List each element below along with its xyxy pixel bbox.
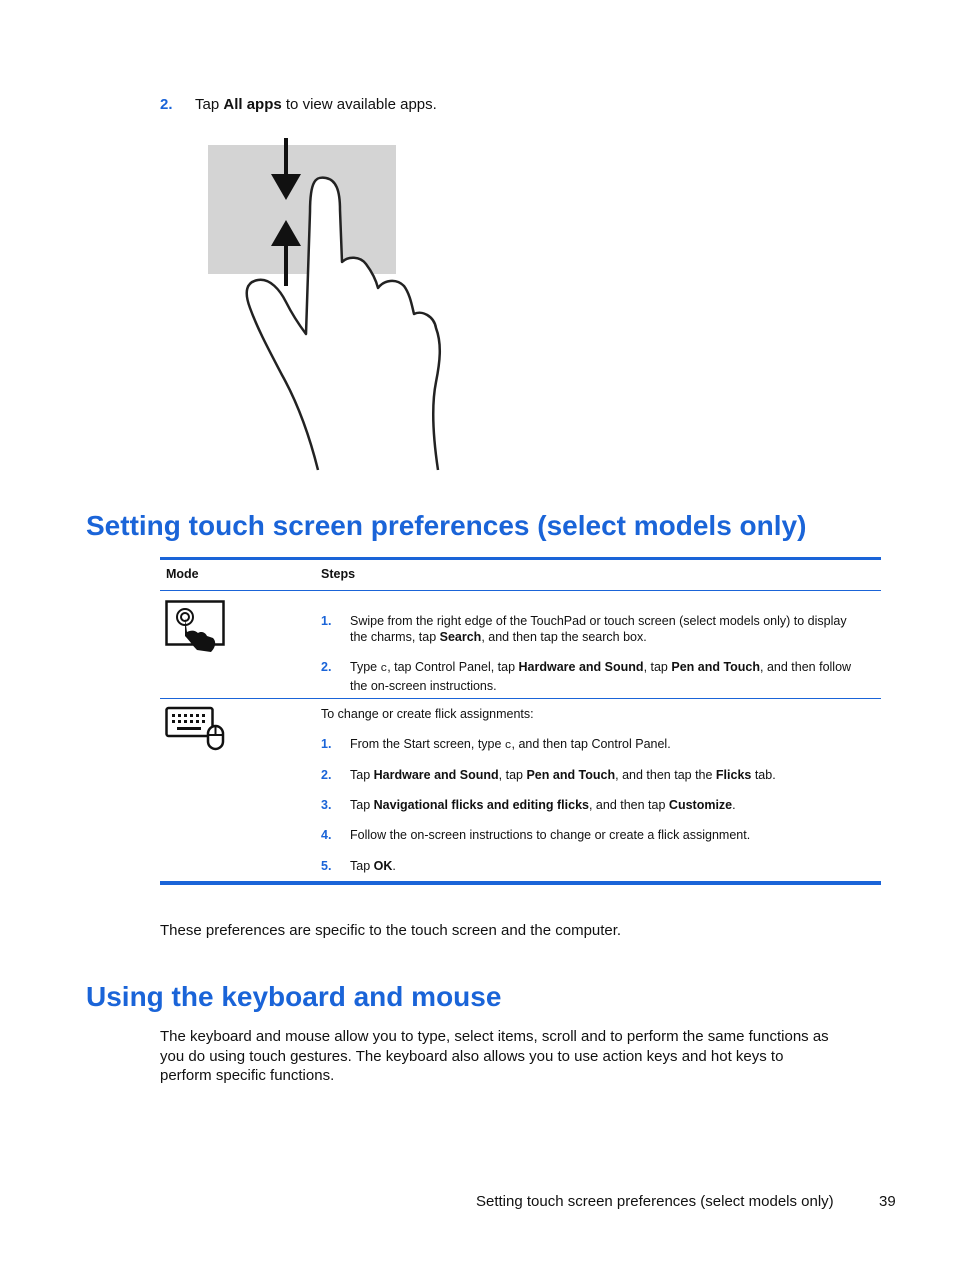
- column-header-mode: Mode: [166, 567, 199, 581]
- intro-step-number: 2.: [160, 96, 173, 113]
- header-rule: [160, 590, 881, 591]
- keyboard-mouse-icon: [165, 706, 227, 752]
- intro-step-text: Tap All apps to view available apps.: [195, 96, 437, 113]
- row2-lead: To change or create flick assignments:: [321, 707, 534, 721]
- column-header-steps: Steps: [321, 567, 356, 581]
- footer-title: Setting touch screen preferences (select models only): [476, 1193, 834, 1210]
- touch-area-panel: [208, 145, 396, 274]
- keyboard-mouse-paragraph: The keyboard and mouse allow you to type, select items, scroll and to perform the same functions as you do using touch gestures. The keyboard also allows you to use action keys and hot keys to perform specific functions.: [160, 1028, 829, 1084]
- table-top-rule: [160, 557, 881, 560]
- section-heading-touch-preferences: Setting touch screen preferences (select models only): [86, 510, 807, 541]
- page-number: 39: [879, 1193, 896, 1210]
- preferences-note: These preferences are specific to the touch screen and the computer.: [160, 922, 622, 939]
- table-bottom-rule: [160, 881, 881, 885]
- section-heading-keyboard-mouse: Using the keyboard and mouse: [86, 981, 502, 1012]
- swipe-up-down-gesture-icon: [200, 130, 470, 480]
- intro-step: [160, 95, 880, 115]
- row-divider: [160, 698, 881, 699]
- touch-screen-tap-icon: [165, 600, 227, 654]
